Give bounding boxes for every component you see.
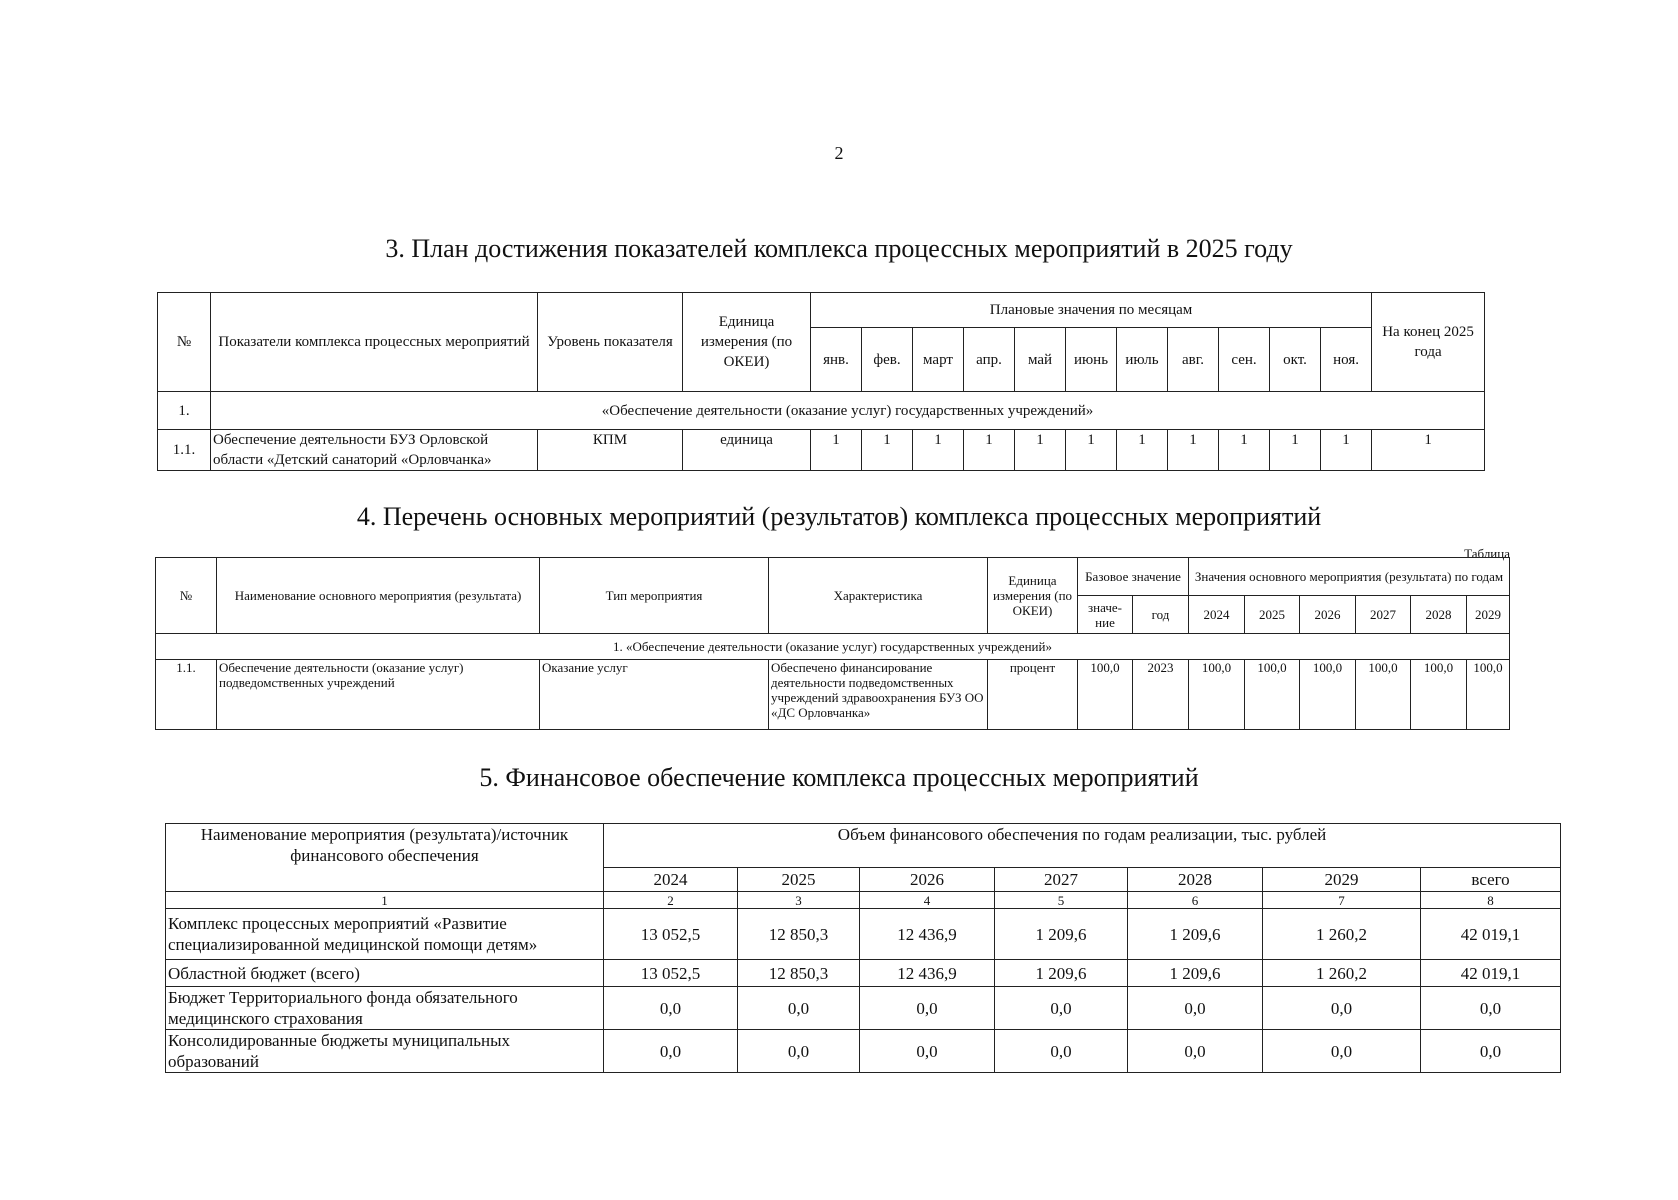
row-characteristic: Обеспечено финансирование деятельности подведомственных учреждений здравоохранения БУЗ ОО «ДС Орловчанка» [769,660,988,730]
header-values-by-year: Значения основного мероприятия (результата) по годам [1189,558,1510,596]
month-value: 1 [1219,430,1270,471]
row-base-year: 2023 [1133,660,1189,730]
year-value: 100,0 [1245,660,1300,730]
month-header: сен. [1219,328,1270,392]
row-unit: процент [988,660,1078,730]
month-value: 1 [1066,430,1117,471]
finance-value: 0,0 [738,1030,860,1073]
finance-value: 12 436,9 [860,909,995,960]
column-index: 4 [860,892,995,909]
year-value: 100,0 [1189,660,1245,730]
finance-value: 1 260,2 [1263,960,1421,987]
row-end-value: 1 [1372,430,1485,471]
section-4-title: 4. Перечень основных мероприятий (результатов) комплекса процессных мероприятий [356,502,1322,531]
month-header: янв. [811,328,862,392]
year-header: 2024 [604,868,738,892]
section-3-title: 3. План достижения показателей комплекса процессных мероприятий в 2025 году [385,234,1293,263]
activities-table [155,557,1510,730]
month-value: 1 [1168,430,1219,471]
month-header: март [913,328,964,392]
row-activity-name: Обеспечение деятельности (оказание услуг) подведомственных учреждений [217,660,540,730]
header-characteristic: Характеристика [769,558,988,634]
finance-value: 1 209,6 [995,909,1128,960]
month-header: июль [1117,328,1168,392]
month-value: 1 [964,430,1015,471]
finance-value: 0,0 [995,1030,1128,1073]
month-header: ноя. [1321,328,1372,392]
finance-row-name: Консолидированные бюджеты муниципальных образований [166,1030,604,1073]
finance-row-name: Комплекс процессных мероприятий «Развитие специализированной медицинской помощи детям» [166,909,604,960]
finance-total: 0,0 [1421,987,1561,1030]
finance-value: 0,0 [1128,987,1263,1030]
page-number: 2 [834,143,844,163]
year-header: 2028 [1411,596,1467,634]
finance-value: 1 209,6 [1128,909,1263,960]
finance-value: 0,0 [860,1030,995,1073]
header-base-value: Базовое значение [1078,558,1189,596]
month-header: апр. [964,328,1015,392]
finance-total: 0,0 [1421,1030,1561,1073]
finance-table [165,823,1561,1073]
header-unit: Единица измерения (по ОКЕИ) [683,293,811,392]
month-header: фев. [862,328,913,392]
plan-table [157,292,1485,471]
finance-row-name: Бюджет Территориального фонда обязательного медицинского страхования [166,987,604,1030]
finance-total: 42 019,1 [1421,960,1561,987]
month-value: 1 [811,430,862,471]
column-index: 6 [1128,892,1263,909]
month-header: авг. [1168,328,1219,392]
finance-total: 42 019,1 [1421,909,1561,960]
finance-value: 12 436,9 [860,960,995,987]
row-no: 1.1. [158,430,211,471]
year-header: 2026 [1300,596,1356,634]
year-header: 2027 [1356,596,1411,634]
month-value: 1 [862,430,913,471]
month-header: окт. [1270,328,1321,392]
finance-value: 13 052,5 [604,960,738,987]
month-value: 1 [913,430,964,471]
row-level: КПМ [538,430,683,471]
column-index: 3 [738,892,860,909]
year-header: 2024 [1189,596,1245,634]
column-index: 1 [166,892,604,909]
finance-value: 1 260,2 [1263,909,1421,960]
month-value: 1 [1321,430,1372,471]
column-index: 5 [995,892,1128,909]
header-volume: Объем финансового обеспечения по годам реализации, тыс. рублей [604,824,1561,868]
table-label: Таблица [1464,546,1510,561]
header-level: Уровень показателя [538,293,683,392]
header-end-year: На конец 2025 года [1372,293,1485,392]
year-header: 2025 [738,868,860,892]
year-value: 100,0 [1300,660,1356,730]
row-unit: единица [683,430,811,471]
column-index: 7 [1263,892,1421,909]
year-value: 100,0 [1411,660,1467,730]
finance-value: 0,0 [1263,987,1421,1030]
column-index: 8 [1421,892,1561,909]
total-header: всего [1421,868,1561,892]
header-plan-months: Плановые значения по месяцам [811,293,1372,328]
header-indicator: Показатели комплекса процессных мероприятий [211,293,538,392]
finance-value: 12 850,3 [738,909,860,960]
year-header: 2026 [860,868,995,892]
year-header: 2029 [1467,596,1510,634]
finance-value: 0,0 [995,987,1128,1030]
row-indicator-name: Обеспечение деятельности БУЗ Орловской области «Детский санаторий «Орловчанка» [211,430,538,471]
finance-value: 1 209,6 [995,960,1128,987]
row-base-value: 100,0 [1078,660,1133,730]
header-base-year: год [1133,596,1189,634]
month-header: май [1015,328,1066,392]
year-header: 2027 [995,868,1128,892]
year-value: 100,0 [1467,660,1510,730]
header-base-value-number: значе-ние [1078,596,1133,634]
finance-value: 0,0 [1128,1030,1263,1073]
finance-value: 0,0 [604,1030,738,1073]
row-no: 1.1. [156,660,217,730]
group-title: 1. «Обеспечение деятельности (оказание услуг) государственных учреждений» [156,634,1510,660]
finance-value: 13 052,5 [604,909,738,960]
header-activity-type: Тип мероприятия [540,558,769,634]
header-no: № [156,558,217,634]
year-header: 2025 [1245,596,1300,634]
group-title: «Обеспечение деятельности (оказание услуг) государственных учреждений» [211,392,1485,430]
finance-value: 0,0 [1263,1030,1421,1073]
finance-value: 12 850,3 [738,960,860,987]
header-no: № [158,293,211,392]
month-value: 1 [1270,430,1321,471]
finance-row-name: Областной бюджет (всего) [166,960,604,987]
finance-value: 0,0 [860,987,995,1030]
header-activity-name: Наименование основного мероприятия (результата) [217,558,540,634]
section-5-title: 5. Финансовое обеспечение комплекса процессных мероприятий [479,763,1199,792]
header-source-name: Наименование мероприятия (результата)/источник финансового обеспечения [166,824,604,892]
row-activity-type: Оказание услуг [540,660,769,730]
year-header: 2029 [1263,868,1421,892]
year-header: 2028 [1128,868,1263,892]
month-value: 1 [1015,430,1066,471]
month-value: 1 [1117,430,1168,471]
column-index: 2 [604,892,738,909]
header-unit: Единица измерения (по ОКЕИ) [988,558,1078,634]
month-header: июнь [1066,328,1117,392]
finance-value: 0,0 [604,987,738,1030]
group-no: 1. [158,392,211,430]
finance-value: 1 209,6 [1128,960,1263,987]
finance-value: 0,0 [738,987,860,1030]
year-value: 100,0 [1356,660,1411,730]
